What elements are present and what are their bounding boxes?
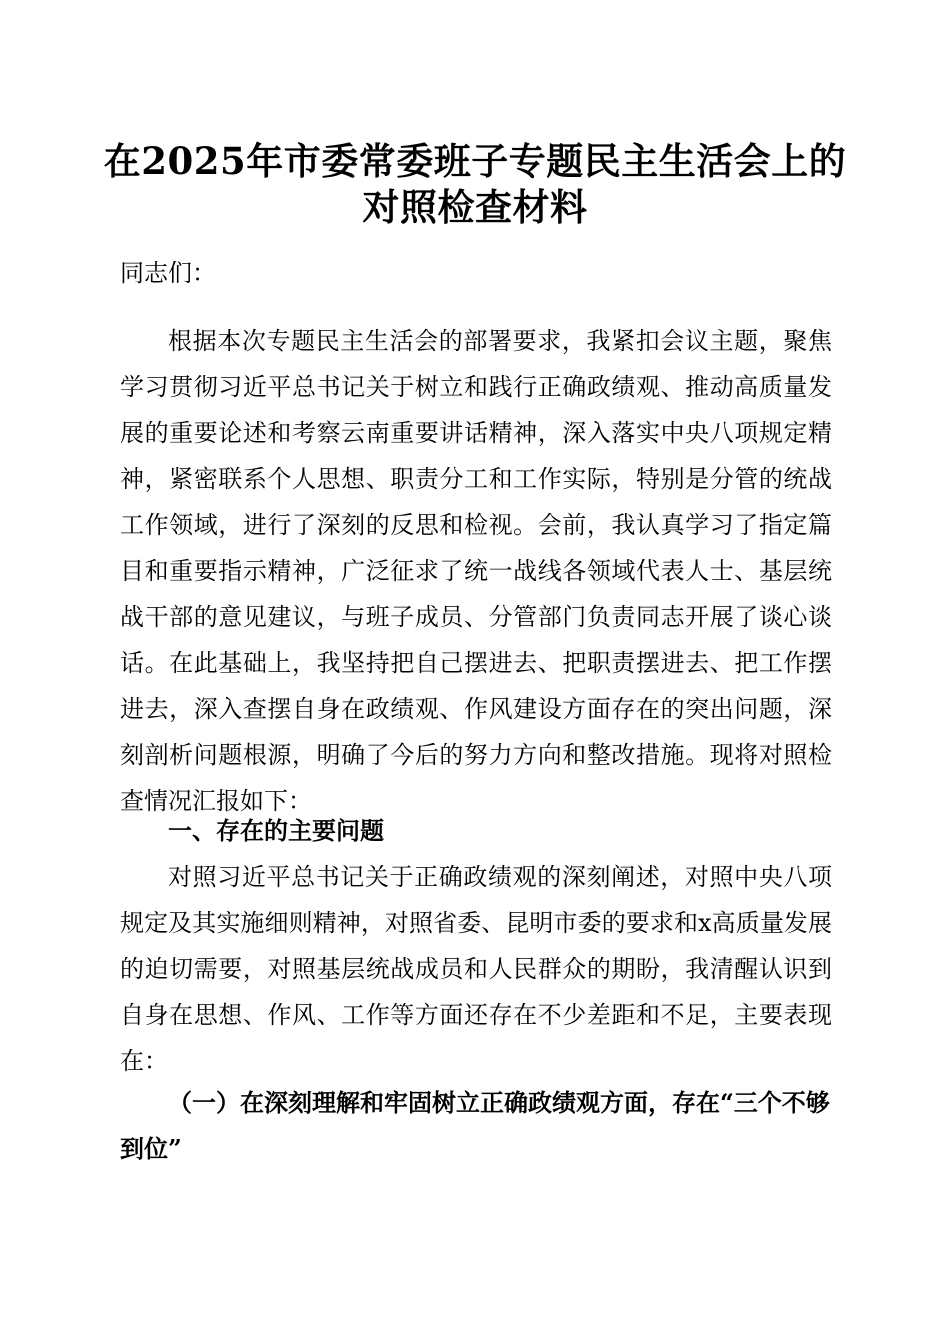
section-1-paragraph: 对照习近平总书记关于正确政绩观的深刻阐述，对照中央八项规定及其实施细则精神，对照省委、昆明市委的要求和x高质量发展的迫切需要，对照基层统战成员和人民群众的期盼，我清醒认识到自身在思想、作风、工作等方面还存在不少差距和不足，主要表现在： [120,863,832,1075]
document-title-line-2: 对照检查材料 [362,185,588,229]
subsection-heading-1: （一）在深刻理解和牢固树立正确政绩观方面，存在“三个不够到位” [120,1088,830,1163]
salutation: 同志们： [120,259,216,287]
intro-paragraph: 根据本次专题民主生活会的部署要求，我紧扣会议主题，聚焦学习贯彻习近平总书记关于树立和践行正确政绩观、推动高质量发展的重要论述和考察云南重要讲话精神，深入落实中央八项规定精神，紧密联系个人思想、职责分工和工作实际，特别是分管的统战工作领域，进行了深刻的反思和检视。会前，我认真学习了指定篇目和重要指示精神，广泛征求了统一战线各领域代表人士、基层统战干部的意见建议，与班子成员、分管部门负责同志开展了谈心谈话。在此基础上，我坚持把自己摆进去、把职责摆进去、把工作摆进去，深入查摆自身在政绩观、作风建设方面存在的突出问题，深刻剖析问题根源，明确了今后的努力方向和整改措施。现将对照检查情况汇报如下： [120,327,832,815]
section-heading-1: 一、存在的主要问题 [168,817,384,845]
document-title-line-1: 在2025年市委常委班子专题民主生活会上的 [103,139,847,183]
